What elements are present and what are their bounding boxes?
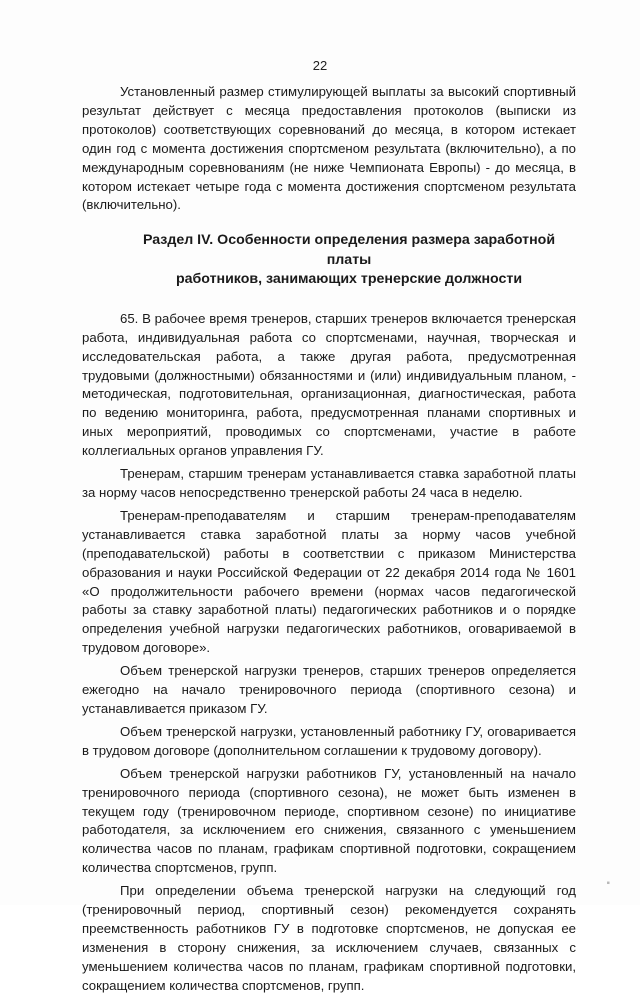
page-number: 22 <box>312 58 328 73</box>
section-heading-line-2: работников, занимающих тренерские должности <box>175 271 523 288</box>
paragraph-load-contract: Объем тренерской нагрузки, установленный работнику ГУ, оговаривается в трудовом договоре (дополнительном соглашении к трудовому договору). <box>82 723 576 758</box>
paragraph-trainer-rate: Тренерам, старшим тренерам устанавливается ставка заработной платы за норму часов непосредственно тренерской работы 24 часа в неделю. <box>82 466 576 500</box>
section-heading-line-1: Раздел IV. Особенности определения размера заработной платы <box>142 232 556 268</box>
paragraph-load-unchangeable: Объем тренерской нагрузки работников ГУ, установленный на начало тренировочного периода (спортивного сезона), не может быть изменен в текущем году (тренировочном периоде, спортивном сезоне) по инициативе работодателя, за исключением его снижения, связанного с уменьшением количества часов по планам, графикам спортивной подготовки, сокращением количества спортсменов, групп. <box>82 765 576 876</box>
paragraph-load-annual: Объем тренерской нагрузки тренеров, старших тренеров определяется ежегодно на начало тренировочного периода (спортивного сезона) и устанавливается приказом ГУ. <box>82 663 576 716</box>
paragraph-65: 65. В рабочее время тренеров, старших тренеров включается тренерская работа, индивидуальная работа со спортсменами, научная, творческая и исследовательская работа, а также другая работа, предусмотренная трудовыми (должностными) обязанностями и (или) индивидуальным планом, - методическая, подготовительная, организационная, диагностическая, работа по ведению мониторинга, работа, предусмотренная планами спортивных и иных мероприятий, проводимых со спортсменами, участие в работе коллегиальных органов управления ГУ. <box>82 310 576 459</box>
paragraph-trainer-teacher-rate: Тренерам-преподавателям и старшим тренерам-преподавателям устанавливается ставка заработной платы за норму часов учебной (преподавательской) работы в соответствии с приказом Министерства образования и науки Российской Федерации от 22 декабря 2014 года № 1601 «О продолжительности рабочего времени (нормах часов педагогической работы за ставку заработной платы) педагогических работников и о порядке определения учебной нагрузки педагогических работников, оговариваемой в трудовом договоре». <box>82 507 576 656</box>
section-heading <box>82 231 576 290</box>
paragraph-load-continuity: При определении объема тренерской нагрузки на следующий год (тренировочный период, спортивный сезон) рекомендуется сохранять преемственность работников ГУ в подготовке спортсменов, не допуская ее изменения в сторону снижения, за исключением случаев, связанных с уменьшением количества часов по планам, графикам спортивной подготовки, сокращением количества спортсменов, групп. <box>82 883 576 993</box>
scan-mark: ▪ <box>606 878 610 889</box>
document-body <box>82 83 576 996</box>
paragraph-intro: Установленный размер стимулирующей выплаты за высокий спортивный результат действует с месяца предоставления протоколов (выписки из протоколов) соответствующих соревнований до месяца, в котором истекает один год с момента достижения спортсменом результата (включительно), а по международным соревнованиям (не ниже Чемпионата Европы) - до месяца, в котором истекает четыре года с момента достижения спортсменом результата (включительно). <box>82 84 576 213</box>
